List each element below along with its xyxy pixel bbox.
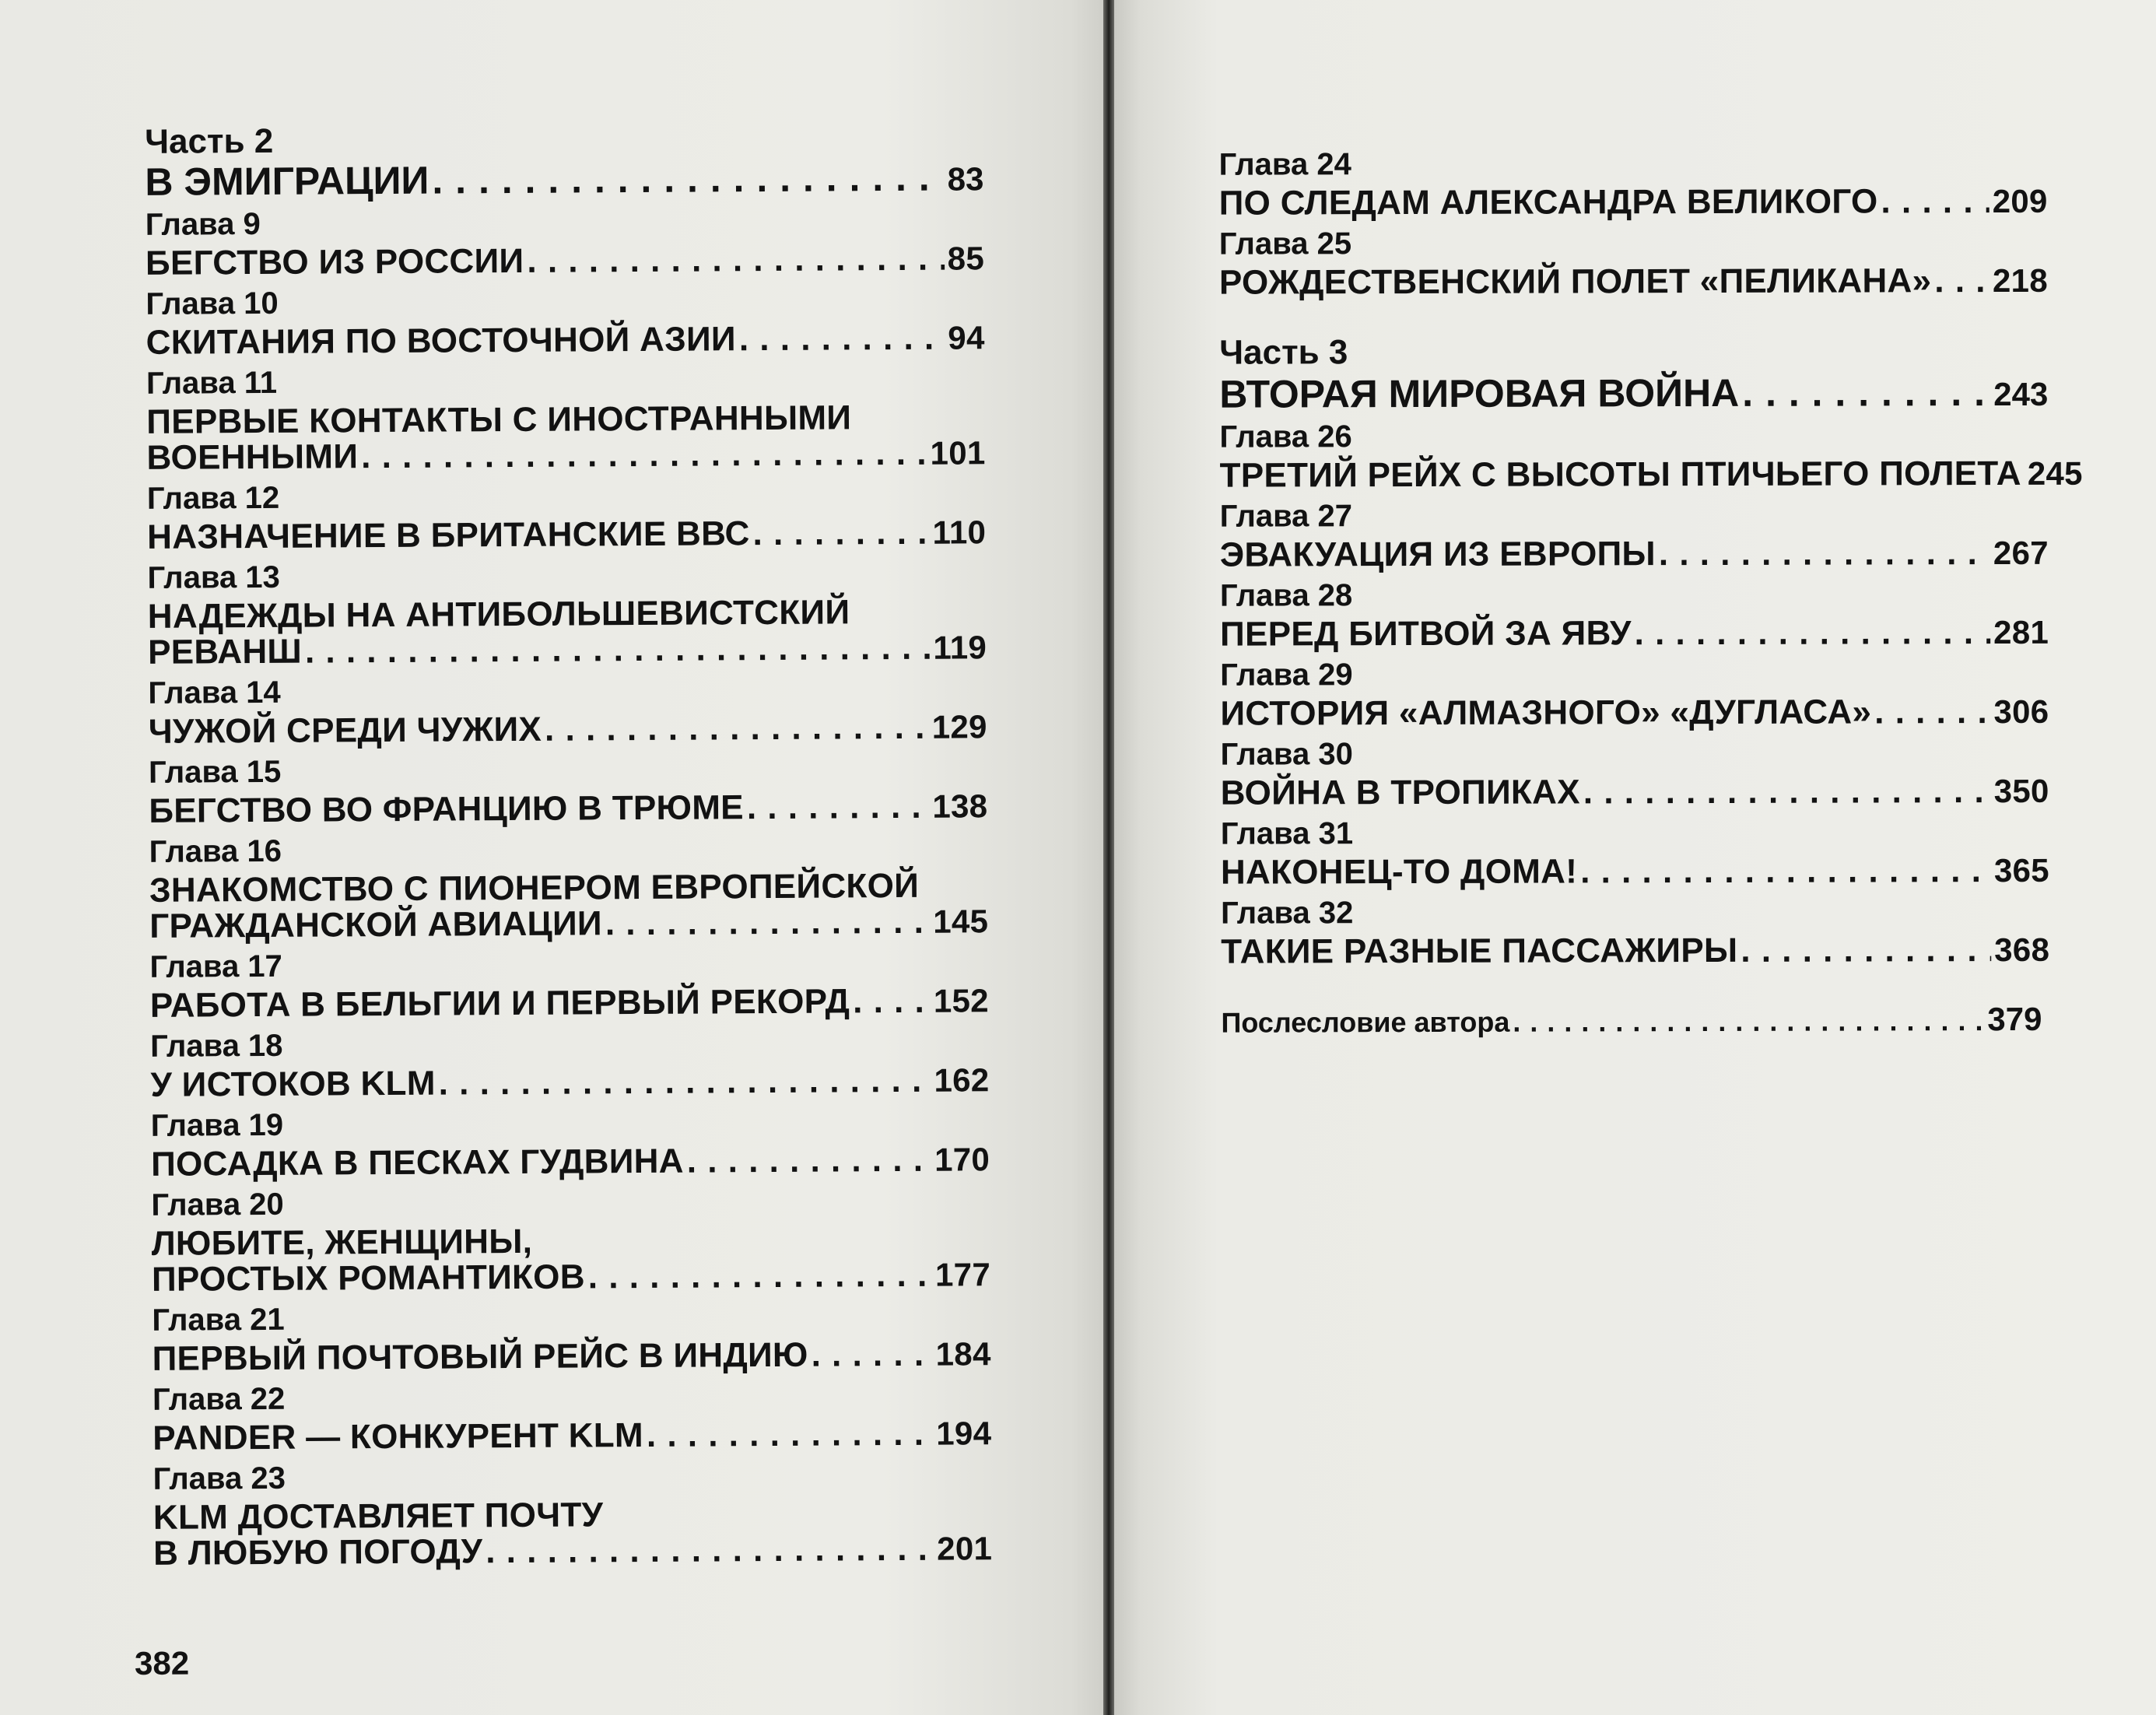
chapter-label: Глава 27 [1219, 499, 1353, 534]
chapter-label: Глава 12 [146, 480, 280, 516]
toc-entry-page-number: 129 [931, 708, 987, 745]
chapter-label: Глава 9 [145, 206, 261, 242]
toc-entry [145, 241, 984, 281]
afterword-entry-page-number: 379 [1987, 1000, 2042, 1038]
part-label: Часть 3 [1219, 333, 1348, 372]
toc-entry [149, 789, 987, 829]
toc-entry-page-number: 350 [1993, 772, 2049, 810]
dot-leader [1874, 695, 1990, 729]
dot-leader [853, 984, 931, 1019]
part-heading-title: ВТОРАЯ МИРОВАЯ ВОЙНА [1219, 370, 1740, 416]
chapter-label: Глава 22 [152, 1381, 286, 1417]
toc-entry-page-number: 152 [933, 982, 990, 1019]
toc-entry-page-number: 184 [935, 1335, 991, 1373]
chapter-label: Глава 29 [1220, 658, 1353, 693]
toc-entry-page-number: 194 [936, 1415, 992, 1452]
toc-entry-title: ПЕРЕД БИТВОЙ ЗА ЯВУ [1220, 614, 1632, 654]
dot-leader [439, 1064, 931, 1101]
toc-entry [1218, 261, 2049, 302]
toc-entry-title: СКИТАНИЯ ПО ВОСТОЧНОЙ АЗИИ [145, 320, 737, 362]
toc-entry-page-number: 281 [1993, 613, 2049, 651]
toc-entry-page-number: 177 [934, 1256, 991, 1293]
part-heading-page-number: 243 [1993, 375, 2049, 413]
dot-leader [305, 631, 931, 669]
chapter-label: Глава 31 [1220, 816, 1354, 851]
chapter-label: Глава 13 [147, 559, 280, 595]
toc-entry-title: ПРОСТЫХ РОМАНТИКОВ [151, 1257, 585, 1299]
toc-entry-page-number: 245 [2027, 454, 2083, 492]
dot-leader [486, 1532, 934, 1569]
dot-leader [605, 905, 931, 942]
dot-leader [739, 321, 945, 357]
toc-entry [152, 1337, 991, 1377]
toc-entry-title: ИСТОРИЯ «АЛМАЗНОГО» «ДУГЛАСА» [1220, 693, 1872, 733]
chapter-title-line: НАДЕЖДЫ НА АНТИБОЛЬШЕВИСТСКИЙ [147, 593, 850, 636]
part-heading [145, 157, 983, 202]
dot-leader [752, 516, 929, 551]
chapter-title-line: ЗНАКОМСТВО С ПИОНЕРОМ ЕВРОПЕЙСКОЙ [149, 866, 920, 910]
page-folio: 382 [134, 1644, 190, 1682]
toc-entry-title: РОЖДЕСТВЕНСКИЙ ПОЛЕТ «ПЕЛИКАНА» [1218, 261, 1932, 302]
chapter-label: Глава 24 [1218, 147, 1351, 182]
chapter-label: Глава 16 [149, 833, 282, 869]
toc-entry-title: НАКОНЕЦ-ТО ДОМА! [1220, 852, 1578, 892]
toc-entry-page-number: 306 [1993, 693, 2049, 731]
toc-entry-title: БЕГСТВО ИЗ РОССИИ [145, 241, 524, 282]
chapter-label: Глава 18 [150, 1028, 283, 1064]
toc-entry-title: ГРАЖДАНСКОЙ АВИАЦИИ [149, 904, 603, 945]
chapter-title-line: KLM ДОСТАВЛЯЕТ ПОЧТУ [152, 1496, 604, 1537]
toc-entry [150, 984, 989, 1023]
dot-leader [1513, 1007, 1984, 1036]
dot-leader [588, 1258, 932, 1295]
toc-entry [148, 630, 987, 670]
toc-entry [1220, 695, 2049, 731]
toc-entry-title: ПО СЛЕДАМ АЛЕКСАНДРА ВЕЛИКОГО [1218, 182, 1878, 223]
toc-entry [146, 321, 985, 360]
toc-entry [150, 1063, 989, 1103]
toc-entry [1220, 613, 2049, 654]
dot-leader [1934, 264, 1989, 298]
chapter-label: Глава 10 [145, 286, 279, 321]
toc-entry-title: ВОЕННЫМИ [146, 437, 359, 477]
book-gutter [1103, 0, 1114, 1715]
toc-entry [149, 904, 988, 944]
toc-entry-title: PANDER — КОНКУРЕНТ KLM [152, 1415, 644, 1457]
toc-entry-page-number: 218 [1992, 261, 2049, 300]
chapter-label: Глава 20 [151, 1187, 284, 1222]
dot-leader [747, 790, 930, 825]
afterword-entry-title: Послесловие автора [1221, 1005, 1510, 1039]
toc-entry-page-number: 162 [934, 1061, 990, 1099]
chapter-label: Глава 21 [152, 1302, 285, 1338]
chapter-label: Глава 11 [145, 365, 278, 401]
toc-entry [146, 436, 985, 475]
right-page [1114, 0, 2156, 1715]
toc-entry-page-number: 94 [948, 319, 985, 356]
toc-entry-title: ТРЕТИЙ РЕЙХ С ВЫСОТЫ ПТИЧЬЕГО ПОЛЕТА [1219, 454, 2021, 495]
dot-leader [1635, 616, 1991, 651]
toc-entry-page-number: 138 [932, 787, 988, 825]
toc-entry [152, 1416, 991, 1456]
toc-entry-title: У ИСТОКОВ KLM [150, 1064, 436, 1104]
toc-entry-title: БЕГСТВО ВО ФРАНЦИЮ В ТРЮМЕ [149, 788, 745, 830]
toc-entry [153, 1531, 992, 1571]
toc-entry-page-number: 201 [937, 1530, 993, 1567]
toc-entry-page-number: 119 [933, 629, 987, 666]
dot-leader [1741, 933, 1991, 968]
toc-entry-title: ВОЙНА В ТРОПИКАХ [1220, 773, 1580, 812]
toc-entry [152, 1257, 990, 1297]
dot-leader [527, 242, 945, 279]
toc-entry [1219, 184, 2048, 221]
toc-entry-title: ТАКИЕ РАЗНЫЕ ПАССАЖИРЫ [1221, 931, 1738, 971]
toc-entry-page-number: 101 [930, 434, 986, 472]
dot-leader [811, 1338, 932, 1373]
toc-entry-page-number: 85 [947, 240, 985, 277]
chapter-label: Глава 15 [148, 754, 282, 790]
toc-entry-title: ПОСАДКА В ПЕСКАХ ГУДВИНА [150, 1142, 684, 1184]
toc-entry-page-number: 170 [934, 1141, 990, 1178]
toc-entry [149, 710, 987, 749]
chapter-label: Глава 32 [1221, 896, 1354, 931]
toc-entry-title: ЭВАКУАЦИЯ ИЗ ЕВРОПЫ [1219, 535, 1656, 574]
dot-leader [1742, 373, 1990, 412]
dot-leader [1583, 774, 1991, 809]
toc-entry-page-number: 365 [1993, 851, 2049, 889]
dot-leader [1881, 184, 1989, 219]
toc-entry-page-number: 209 [1992, 182, 2048, 220]
toc-entry-page-number: 368 [1994, 931, 2050, 969]
dot-leader [432, 158, 945, 200]
chapter-label: Глава 30 [1220, 737, 1353, 772]
toc-entry [1221, 933, 2049, 970]
chapter-title-line: ЛЮБИТЕ, ЖЕНЩИНЫ, [151, 1222, 533, 1263]
dot-leader [1580, 854, 1991, 889]
toc-entry-title: РАБОТА В БЕЛЬГИИ И ПЕРВЫЙ РЕКОРД [149, 982, 850, 1025]
toc-entry [1220, 536, 2049, 573]
chapter-label: Глава 23 [152, 1461, 286, 1496]
toc-entry-title: ЧУЖОЙ СРЕДИ ЧУЖИХ [148, 710, 542, 751]
toc-entry [1219, 454, 2083, 495]
dot-leader [647, 1417, 934, 1453]
toc-entry-title: В ЛЮБУЮ ПОГОДУ [153, 1532, 483, 1573]
dot-leader [545, 710, 929, 747]
dot-leader [687, 1143, 932, 1179]
part-heading [1219, 370, 2049, 416]
toc-entry [1221, 774, 2049, 811]
chapter-label: Глава 28 [1219, 578, 1353, 613]
chapter-label: Глава 19 [150, 1107, 284, 1143]
chapter-label: Глава 26 [1219, 419, 1352, 454]
toc-entry-title: ПЕРВЫЙ ПОЧТОВЫЙ РЕЙС В ИНДИЮ [152, 1335, 808, 1378]
part-heading-title: В ЭМИГРАЦИИ [145, 158, 429, 204]
part-label: Часть 2 [144, 121, 274, 161]
chapter-label: Глава 17 [149, 949, 282, 984]
toc-entry-page-number: 110 [932, 514, 987, 551]
toc-entry [151, 1142, 990, 1182]
chapter-label: Глава 14 [148, 675, 281, 710]
toc-entry-title: РЕВАНШ [147, 632, 303, 672]
toc-entry-page-number: 267 [1993, 534, 2049, 572]
afterword-entry [1221, 1000, 2042, 1039]
toc-entry-page-number: 145 [933, 903, 989, 940]
dot-leader [361, 437, 927, 474]
toc-entry [1220, 851, 2049, 892]
dot-leader [1659, 536, 1990, 571]
part-heading-page-number: 83 [947, 160, 984, 198]
chapter-label: Глава 25 [1218, 226, 1352, 261]
chapter-title-line: ПЕРВЫЕ КОНТАКТЫ С ИНОСТРАННЫМИ [146, 398, 852, 441]
toc-entry-title: НАЗНАЧЕНИЕ В БРИТАНСКИЕ ВВС [147, 514, 750, 556]
toc-entry [147, 515, 986, 555]
